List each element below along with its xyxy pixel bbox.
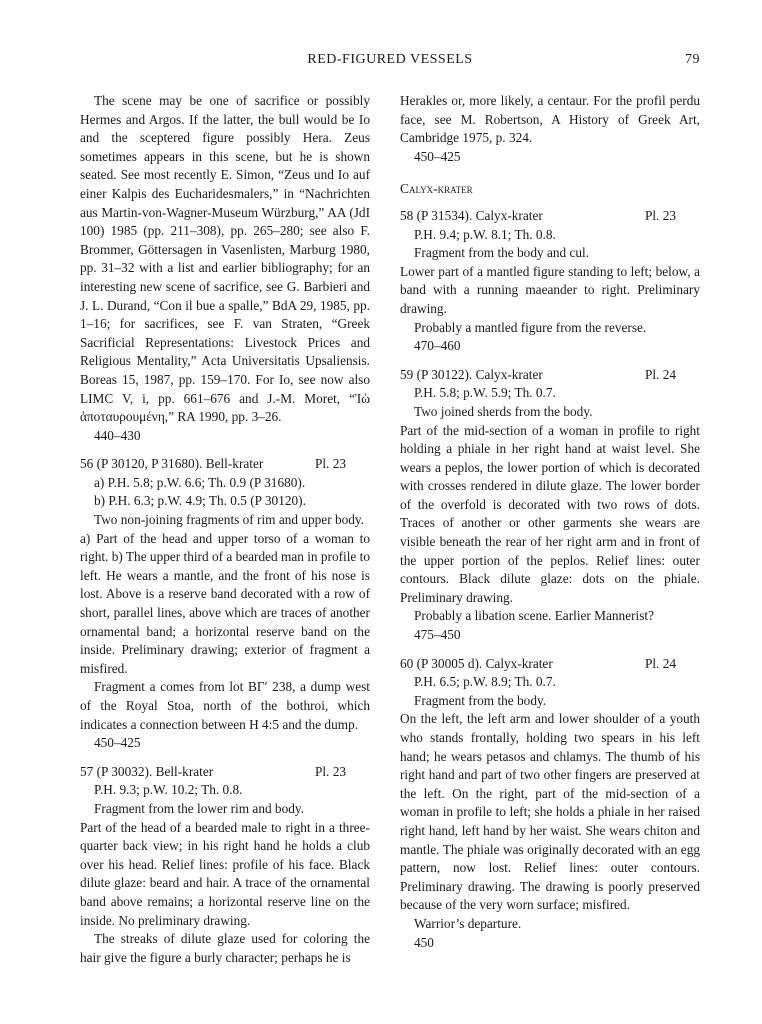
entry-59-heading — [400, 366, 700, 385]
entry-60-title: 60 (P 30005 d). Calyx-krater — [400, 655, 553, 671]
entry-56-date: 450–425 — [94, 735, 141, 751]
entry-57-description: Part of the head of a bearded male to right in a three-quarter back view; in his right hand he holds a club over his head. Relief lines: profile of his face. Black dilute glaze: beard and hair. A trace of the ornamental band above remains; a horizontal reserve line on the inside. No preliminary drawing. — [80, 819, 370, 928]
entry-57-title: 57 (P 30032). Bell-krater — [80, 763, 214, 779]
entry-58-note: Probably a mantled figure from the reverse. — [414, 319, 647, 335]
entry-60-note: Warrior’s departure. — [414, 915, 522, 931]
entry-58-date: 470–460 — [414, 338, 461, 354]
running-title: RED-FIGURED VESSELS — [307, 52, 473, 67]
entry-60-fragments: Fragment from the body. — [414, 692, 547, 708]
entry-58-title: 58 (P 31534). Calyx-krater — [400, 207, 543, 223]
intro-paragraph: The scene may be one of sacrifice or possibly Hermes and Argos. If the latter, the bull would be Io and the sceptered figure possibly Hera. Zeus sometimes appears in this scene, but he is shown seated. See most recently E. Simon, “Zeus und Io auf einer Kalpis des Eucharidesmalers,” in “Nachrichten aus Martin-von-Wagner-Museum Würzburg,” AA (JdI 100) 1985 (pp. 211–308), pp. 265–280; see also F. Brommer, Göttersagen in Vasenlisten, Marburg 1980, pp. 31–32 with a list and earlier bibliography; for an interesting new scene of sacrifice, see G. Barbieri and J. L. Durand, “Con il bue a spalle,” BdA 29, 1985, pp. 1–16; for sacrifices, see F. van Straten, “Greek Sacrificial Representations: Livestock Prices and Religious Mentality,” Acta Universitatis Upsaliensis. Boreas 15, 1987, pp. 159–170. For Io, see now also LIMC V, i, pp. 661–676 and J.-M. Moret, “Ἰὼ ἀποταυρουμένη,” RA 1990, pp. 3–26. — [80, 93, 370, 425]
section-heading: Calyx-krater — [400, 181, 473, 197]
entry-56-title: 56 (P 30120, P 31680). Bell-krater — [80, 456, 264, 472]
entry-60-date: 450 — [414, 934, 434, 950]
entry-59-date: 475–450 — [414, 627, 461, 643]
entry-59-plate: Pl. 24 — [644, 366, 676, 382]
entry-57-plate: Pl. 23 — [314, 763, 346, 779]
entry-58-measurements: P.H. 9.4; p.W. 8.1; Th. 0.8. — [414, 226, 556, 242]
entry-56-measurements-a: a) P.H. 5.8; p.W. 6.6; Th. 0.9 (P 31680). — [94, 474, 306, 490]
right-column — [400, 92, 700, 952]
entry-56-heading — [80, 455, 370, 474]
running-head — [80, 52, 700, 72]
page-number: 79 — [685, 52, 700, 67]
entry-57-heading — [80, 763, 370, 782]
entry-58-plate: Pl. 23 — [644, 207, 676, 223]
entry-58-heading — [400, 207, 700, 226]
entry-59-note: Probably a libation scene. Earlier Mannerist? — [414, 608, 654, 624]
entry-56-measurements-b: b) P.H. 6.3; p.W. 4.9; Th. 0.5 (P 30120). — [94, 493, 306, 509]
entry-60-measurements: P.H. 6.5; p.W. 8.9; Th. 0.7. — [414, 674, 556, 690]
entry-59-description: Part of the mid-section of a woman in profile to right holding a phiale in her right hand at waist level. She wears a peplos, the lower portion of which is decorated with crosses rendered in dilute glaze. The lower border of the overfold is decorated with two rows of dots. Traces of another or other garments she wears are visible beneath the rear of her right arm and in front of the upper portion of the peplos. Relief lines: outer contours. Black dilute glaze: dots on the phiale. Preliminary drawing. — [400, 422, 700, 605]
entry-58-fragments: Fragment from the body and cul. — [414, 245, 590, 261]
entry-57-measurements: P.H. 9.3; p.W. 10.2; Th. 0.8. — [94, 782, 243, 798]
entry-56-note: Fragment a comes from lot BΓ′ 238, a dump west of the Royal Stoa, north of the bothroi, which indicates a connection between H 4:5 and the dump. — [80, 679, 370, 732]
intro-date: 440–430 — [94, 427, 141, 443]
entry-57-fragments: Fragment from the lower rim and body. — [94, 800, 304, 816]
continuation-paragraph: Herakles or, more likely, a centaur. For the profil perdu face, see M. Robertson, A History of Greek Art, Cambridge 1975, p. 324. — [400, 93, 700, 146]
entry-60-plate: Pl. 24 — [644, 655, 676, 671]
entry-57-note: The streaks of dilute glaze used for coloring the hair give the figure a burly character; perhaps he is — [80, 931, 370, 965]
entry-59-measurements: P.H. 5.8; p.W. 5.9; Th. 0.7. — [414, 385, 556, 401]
entry-59-title: 59 (P 30122). Calyx-krater — [400, 366, 543, 382]
entry-56-fragments: Two non-joining fragments of rim and upper body. — [94, 512, 365, 528]
continuation-date: 450–425 — [414, 148, 461, 164]
entry-56-description: a) Part of the head and upper torso of a woman to right. b) The upper third of a bearded man in profile to left. He wears a mantle, and the front of his nose is lost. Above is a reserve band decorated with a row of short, parallel lines, above which are traces of another ornamental band; a horizontal reserve band on the inside. Preliminary drawing; exterior of fragment a misfired. — [80, 530, 370, 676]
entry-60-description: On the left, the left arm and lower shoulder of a youth who stands frontally, holding two spears in his left hand; he wears petasos and chlamys. The thumb of his right hand and part of two other fingers are preserved at the left. On the right, part of the mid-section of a woman in profile to left; she holds a phiale in her raised right hand, left hand by her waist. She wears chiton and mantle. The phiale was originally decorated with an egg pattern, now lost. Relief lines: outer contours. Preliminary drawing. The drawing is poorly preserved because of the very worn surface; misfired. — [400, 711, 700, 913]
entry-56-plate: Pl. 23 — [314, 456, 346, 472]
entry-60-heading — [400, 655, 700, 674]
left-column — [80, 92, 370, 967]
entry-58-description: Lower part of a mantled figure standing to left; below, a band with a running maeander to right. Preliminary drawing. — [400, 263, 700, 316]
entry-59-fragments: Two joined sherds from the body. — [414, 403, 593, 419]
